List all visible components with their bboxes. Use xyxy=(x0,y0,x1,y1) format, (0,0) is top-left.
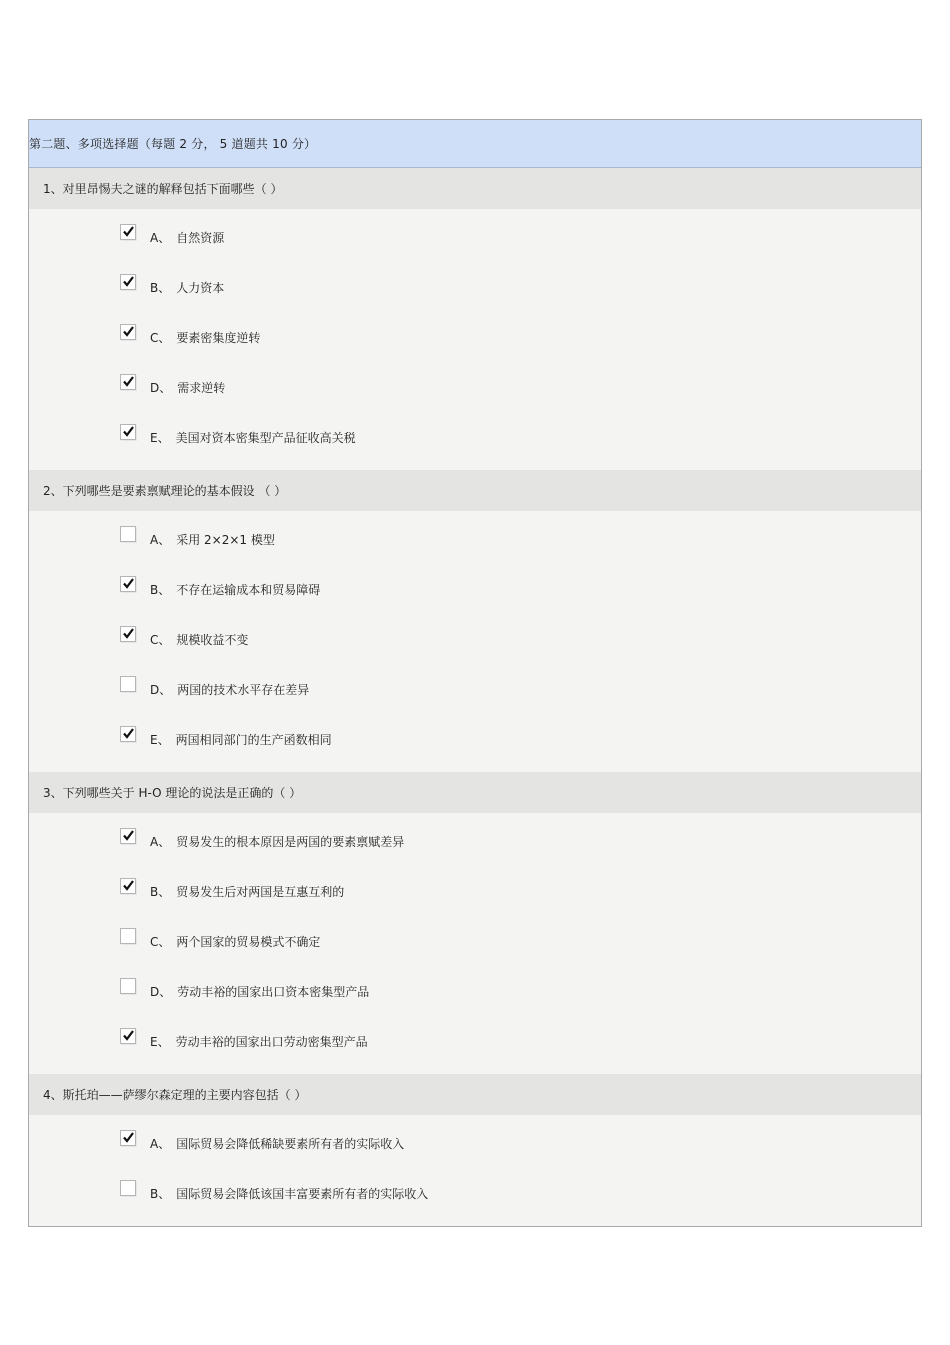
option-label xyxy=(150,429,356,446)
answer-option[interactable] xyxy=(29,720,921,770)
option-text: 自然资源 xyxy=(176,231,225,245)
option-list xyxy=(29,1115,921,1226)
option-letter: C、 xyxy=(150,633,171,647)
checked-checkbox[interactable] xyxy=(120,224,136,240)
answer-option[interactable] xyxy=(29,872,921,922)
checked-checkbox[interactable] xyxy=(120,424,136,440)
option-letter: B、 xyxy=(150,583,171,597)
option-letter: A、 xyxy=(150,835,171,849)
answer-option[interactable] xyxy=(29,822,921,872)
option-label xyxy=(150,229,224,246)
option-text: 劳动丰裕的国家出口劳动密集型产品 xyxy=(175,1035,368,1049)
checked-checkbox[interactable] xyxy=(120,576,136,592)
option-label xyxy=(150,279,224,296)
option-text: 国际贸易会降低该国丰富要素所有者的实际收入 xyxy=(176,1187,429,1201)
option-label xyxy=(150,1033,368,1050)
question-text: 2、下列哪些是要素禀赋理论的基本假设 （ ） xyxy=(43,484,287,498)
question-1 xyxy=(29,168,921,209)
answer-option[interactable] xyxy=(29,1174,921,1224)
checked-checkbox[interactable] xyxy=(120,726,136,742)
option-letter: B、 xyxy=(150,885,171,899)
checked-checkbox[interactable] xyxy=(120,1130,136,1146)
question-list xyxy=(29,168,921,1226)
checked-checkbox[interactable] xyxy=(120,274,136,290)
question-3 xyxy=(29,772,921,813)
question-4 xyxy=(29,1074,921,1115)
question-text: 3、下列哪些关于 H-O 理论的说法是正确的（ ） xyxy=(43,786,302,800)
option-text: 国际贸易会降低稀缺要素所有者的实际收入 xyxy=(176,1137,405,1151)
checked-checkbox[interactable] xyxy=(120,828,136,844)
option-label xyxy=(150,1135,404,1152)
option-text: 两国相同部门的生产函数相同 xyxy=(175,733,332,747)
checked-checkbox[interactable] xyxy=(120,324,136,340)
answer-option[interactable] xyxy=(29,1124,921,1174)
option-letter: B、 xyxy=(150,1187,171,1201)
option-text: 采用 2×2×1 模型 xyxy=(176,533,275,547)
quiz-panel xyxy=(28,119,922,1227)
section-title: 第二题、多项选择题（每题 2 分， 5 道题共 10 分） xyxy=(29,137,317,151)
unchecked-checkbox[interactable] xyxy=(120,928,136,944)
checked-checkbox[interactable] xyxy=(120,878,136,894)
unchecked-checkbox[interactable] xyxy=(120,1180,136,1196)
option-letter: E、 xyxy=(150,733,170,747)
answer-option[interactable] xyxy=(29,418,921,468)
answer-option[interactable] xyxy=(29,1022,921,1072)
option-letter: C、 xyxy=(150,935,171,949)
option-text: 劳动丰裕的国家出口资本密集型产品 xyxy=(177,985,370,999)
option-label xyxy=(150,983,369,1000)
option-label xyxy=(150,379,225,396)
option-text: 规模收益不变 xyxy=(176,633,249,647)
answer-option[interactable] xyxy=(29,218,921,268)
option-label xyxy=(150,731,332,748)
answer-option[interactable] xyxy=(29,268,921,318)
unchecked-checkbox[interactable] xyxy=(120,676,136,692)
option-label xyxy=(150,833,404,850)
option-letter: E、 xyxy=(150,431,170,445)
option-label xyxy=(150,531,275,548)
question-text: 1、对里昂惕夫之谜的解释包括下面哪些（ ） xyxy=(43,182,283,196)
answer-option[interactable] xyxy=(29,972,921,1022)
option-label xyxy=(150,1185,428,1202)
unchecked-checkbox[interactable] xyxy=(120,978,136,994)
option-text: 美国对资本密集型产品征收高关税 xyxy=(175,431,356,445)
answer-option[interactable] xyxy=(29,368,921,418)
option-text: 人力资本 xyxy=(176,281,225,295)
checked-checkbox[interactable] xyxy=(120,374,136,390)
checked-checkbox[interactable] xyxy=(120,1028,136,1044)
section-header xyxy=(29,120,921,168)
option-list xyxy=(29,511,921,772)
option-letter: A、 xyxy=(150,533,171,547)
option-text: 两国的技术水平存在差异 xyxy=(177,683,310,697)
option-label xyxy=(150,933,320,950)
option-label xyxy=(150,581,320,598)
answer-option[interactable] xyxy=(29,570,921,620)
option-text: 贸易发生的根本原因是两国的要素禀赋差异 xyxy=(176,835,405,849)
option-letter: D、 xyxy=(150,381,172,395)
answer-option[interactable] xyxy=(29,520,921,570)
option-letter: B、 xyxy=(150,281,171,295)
answer-option[interactable] xyxy=(29,670,921,720)
option-label xyxy=(150,681,309,698)
answer-option[interactable] xyxy=(29,318,921,368)
option-text: 要素密集度逆转 xyxy=(176,331,261,345)
option-list xyxy=(29,813,921,1074)
option-label xyxy=(150,631,248,648)
unchecked-checkbox[interactable] xyxy=(120,526,136,542)
option-letter: D、 xyxy=(150,683,172,697)
question-2 xyxy=(29,470,921,511)
option-letter: A、 xyxy=(150,231,171,245)
option-list xyxy=(29,209,921,470)
option-letter: C、 xyxy=(150,331,171,345)
checked-checkbox[interactable] xyxy=(120,626,136,642)
answer-option[interactable] xyxy=(29,922,921,972)
option-text: 不存在运输成本和贸易障碍 xyxy=(176,583,321,597)
option-text: 贸易发生后对两国是互惠互利的 xyxy=(176,885,345,899)
option-letter: A、 xyxy=(150,1137,171,1151)
question-text: 4、斯托珀——萨缪尔森定理的主要内容包括（ ） xyxy=(43,1088,307,1102)
answer-option[interactable] xyxy=(29,620,921,670)
option-label xyxy=(150,329,260,346)
option-label xyxy=(150,883,344,900)
option-text: 两个国家的贸易模式不确定 xyxy=(176,935,321,949)
option-letter: D、 xyxy=(150,985,172,999)
option-letter: E、 xyxy=(150,1035,170,1049)
option-text: 需求逆转 xyxy=(177,381,226,395)
